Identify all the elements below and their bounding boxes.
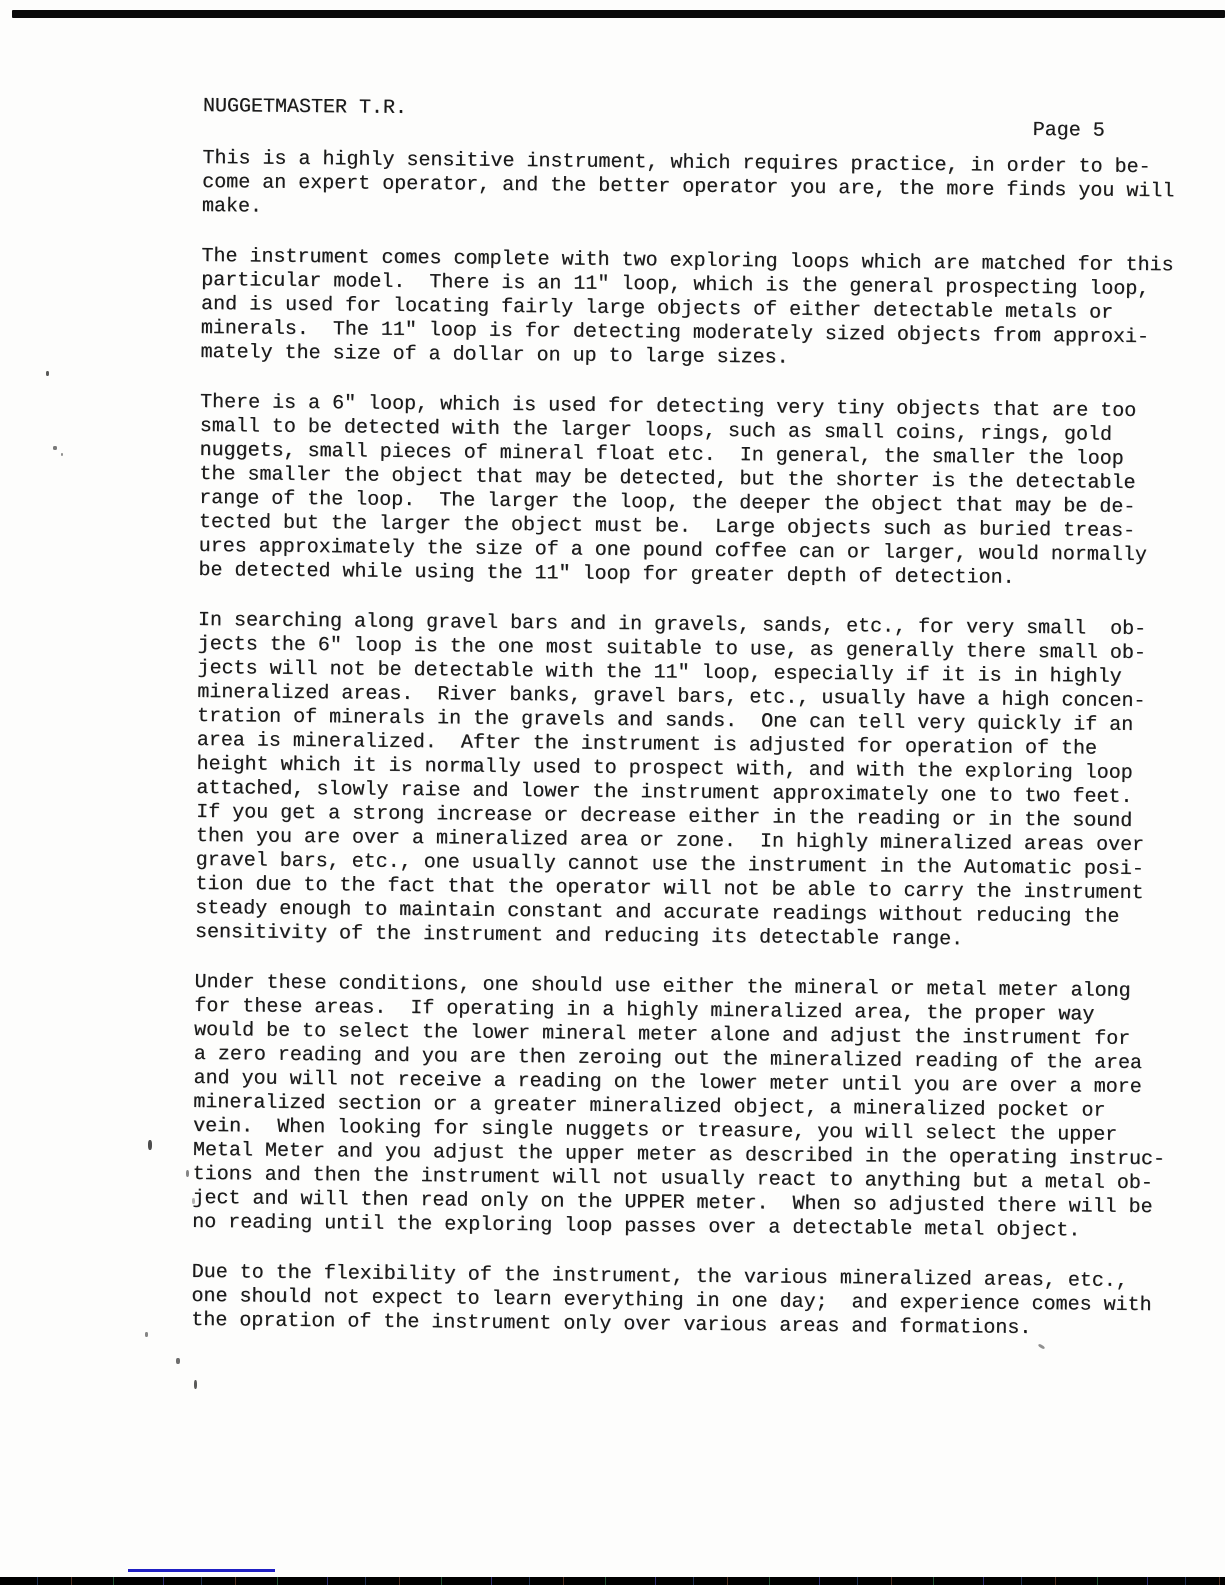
page-number: Page 5 (1032, 118, 1105, 143)
scan-speck (46, 371, 49, 376)
scan-speck (145, 1332, 148, 1337)
page-header (203, 95, 1203, 145)
scan-artifact-pen-line (128, 1569, 275, 1572)
paragraph-meter-selection: Under these conditions, one should use either the mineral or metal meter along for these areas. If operating in a highly mineralized area, the proper way would be to select the lower mineral meter alone and adjust the instrument for a zero reading and you are then zeroing out the mineralized reading of the area and you will not receive a reading on the lower meter until you are over a more mineralized section or a greater mineralized object, a mineralized pocket or vein. When looking for single nuggets or treasure, you will select the upper Metal Meter and you adjust the upper meter as described in the operating instruc- tions and then the instrument will not usually react to anything but a metal ob- ject and will then read only on the UPPER meter. When so adjusted there will be no reading until the exploring loop passes over a detectable metal object. (192, 970, 1166, 1243)
scan-speck (186, 1170, 189, 1177)
paragraph-two-loops: The instrument comes complete with two exploring loops which are matched for this particular model. There is an 11" loop, which is the general prospecting loop, and is used for locating fairly large objects of either detectable metals or minerals. The 11" loop is for detecting moderately sized objects from approxi- mately the size of a dollar on up to large sizes. (200, 244, 1174, 370)
scan-speck (53, 446, 57, 450)
paragraph-six-inch-loop: There is a 6" loop, which is used for detecting very tiny objects that are too small to be detected with the larger loops, such as small coins, rings, gold nuggets, small pieces of mineral float etc. In general, the smaller the loop the smaller the object that may be detected, but the shorter is the detectable range of the loop. The larger the loop, the deeper the object that may be de- tected but the larger the object must be. Large objects such as buried treas- ures approximately the size of a one pound coffee can or larger, would normally be detected while using the 11" loop for greater depth of detection. (198, 390, 1147, 590)
scan-speck (148, 1140, 152, 1150)
scan-speck (194, 1380, 197, 1389)
paragraph-gravel-searching: In searching along gravel bars and in gravels, sands, etc., for very small ob- jects the 6" loop is the one most suitable to use, as generally there small ob- jects will not be detectable with the 11" loop, especially if it is in highly mineralized areas. River banks, gravel bars, etc., usually have a high concen- tration of minerals in the gravels and sands. One can tell very quickly if an area is mineralized. After the instrument is adjusted for operation of the height which it is normally used to prospect with, and with the exploring loop attached, slowly raise and lower the instrument approximately one to two feet. If you get a strong increase or decrease either in the reading or in the sound then you are over a mineralized area or zone. In highly mineralized areas over gravel bars, etc., one usually cannot use the instrument in the Automatic posi- tion due to the fact that the operator will not be able to carry the instrument steady enough to maintain constant and accurate readings without reducing the sensitivity of the instrument and reducing its detectable range. (194, 608, 1147, 952)
paragraph-intro: This is a highly sensitive instrument, which requires practice, in order to be- come an expert operator, and the better operator you are, the more finds you will make. (201, 146, 1175, 219)
scan-artifact-bottom-bar (0, 1577, 1225, 1585)
scan-speck (192, 1198, 195, 1204)
page-content (191, 95, 1203, 1343)
scan-artifact-top-bar (12, 10, 1225, 18)
scan-speck (1038, 1343, 1046, 1349)
document-title: NUGGETMASTER T.R. (202, 95, 408, 120)
scan-speck (61, 453, 63, 456)
scan-speck (176, 1358, 180, 1364)
paragraph-closing: Due to the flexibility of the instrument, the various mineralized areas, etc., one should not expect to learn everything in one day; and experience comes with the opration of the instrument only over various areas and formations. (191, 1260, 1152, 1341)
